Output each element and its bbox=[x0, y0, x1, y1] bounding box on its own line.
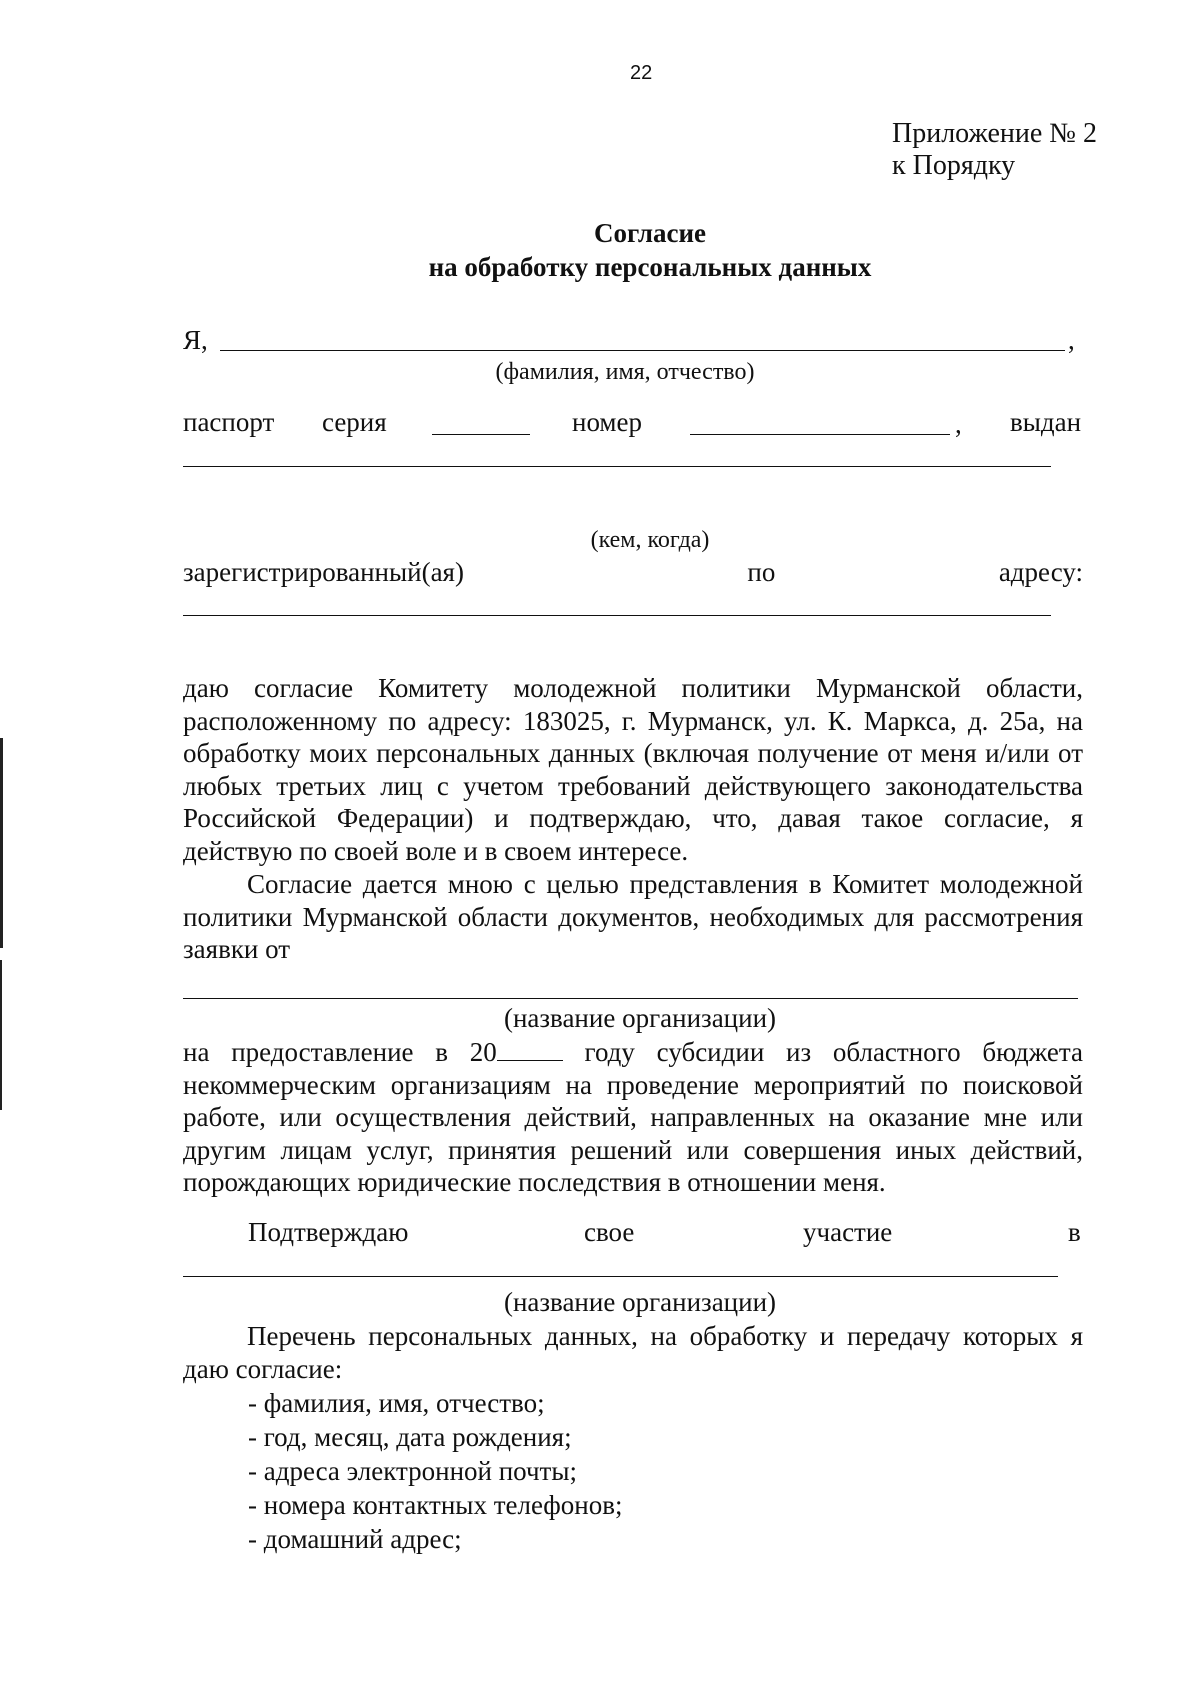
address-blank-line[interactable] bbox=[183, 615, 1051, 616]
paragraph-3-start: на предоставление в 20 bbox=[183, 1037, 497, 1067]
organization-blank-line-1[interactable] bbox=[183, 998, 1078, 999]
series-label: серия bbox=[322, 407, 387, 437]
series-blank-line[interactable] bbox=[432, 434, 530, 435]
registered-address-row bbox=[183, 556, 1083, 588]
consent-paragraph-2: Согласие дается мною с целью представления в Комитет молодежной политики Мурманской области документов, необходимых для рассмотрения заявки от bbox=[183, 869, 1083, 964]
appendix-line-2: к Порядку bbox=[892, 150, 1016, 181]
list-item: - номера контактных телефонов; bbox=[248, 1490, 623, 1520]
document-title: Согласие bbox=[593, 218, 707, 248]
ya-prefix: Я, bbox=[183, 325, 208, 355]
consent-paragraph-1: даю согласие Комитету молодежной политики Мурманской области, расположенному по адресу: 183025, г. Мурманск, ул. К. Маркса, д. 25а, на обработку моих персональных данных (включая получение от меня и/или от любых третьих лиц с учетом требований действующего законодательства Российской Федерации) и подтверждаю, что, давая такое согласие, я действую по своей воле и в своем интересе. bbox=[183, 673, 1083, 866]
confirm-word: Подтверждаю bbox=[248, 1217, 409, 1247]
fio-caption: (фамилия, имя, отчество) bbox=[495, 359, 755, 385]
scan-edge-mark bbox=[0, 960, 2, 1110]
appendix-line-1: Приложение № 2 bbox=[892, 118, 1097, 149]
issued-by-blank-line[interactable] bbox=[183, 466, 1051, 467]
consent-paragraph-3 bbox=[183, 1036, 1083, 1199]
number-suffix: , bbox=[955, 409, 962, 439]
issued-caption: (кем, когда) bbox=[590, 527, 710, 553]
list-item: - фамилия, имя, отчество; bbox=[248, 1388, 545, 1418]
fio-blank-line[interactable] bbox=[220, 350, 1065, 351]
ya-suffix: , bbox=[1068, 325, 1075, 355]
number-blank-line[interactable] bbox=[690, 434, 950, 435]
list-item: - год, месяц, дата рождения; bbox=[248, 1422, 572, 1452]
address-word: адресу: bbox=[998, 557, 1083, 587]
list-item: - адреса электронной почты; bbox=[248, 1456, 577, 1486]
scan-edge-mark bbox=[0, 738, 3, 948]
organization-caption-2: (название организации) bbox=[503, 1287, 777, 1317]
in-word: в bbox=[1068, 1217, 1081, 1247]
by-word: по bbox=[747, 557, 776, 587]
registered-word: зарегистрированный(ая) bbox=[183, 557, 464, 587]
list-intro: Перечень персональных данных, на обработку и передачу которых я даю согласие: bbox=[183, 1321, 1083, 1384]
passport-label: паспорт bbox=[183, 407, 275, 437]
organization-blank-line-2[interactable] bbox=[183, 1276, 1058, 1277]
list-item: - домашний адрес; bbox=[248, 1524, 462, 1554]
page-number: 22 bbox=[630, 62, 653, 84]
year-blank[interactable] bbox=[497, 1040, 563, 1061]
organization-caption-1: (название организации) bbox=[503, 1003, 777, 1033]
participation-word: участие bbox=[803, 1217, 893, 1247]
document-subtitle: на обработку персональных данных bbox=[428, 252, 872, 282]
own-word: свое bbox=[584, 1217, 635, 1247]
paragraph-3-rest: году субсидии из областного бюджета некоммерческим организациям на проведение мероприятий по поисковой работе, или осуществления действий, направленных на оказание мне или другим лицам услуг, принятия решений или совершения иных действий, порождающих юридические последствия в отношении меня. bbox=[183, 1037, 1083, 1197]
issued-label: выдан bbox=[1010, 407, 1082, 437]
number-label: номер bbox=[572, 407, 643, 437]
